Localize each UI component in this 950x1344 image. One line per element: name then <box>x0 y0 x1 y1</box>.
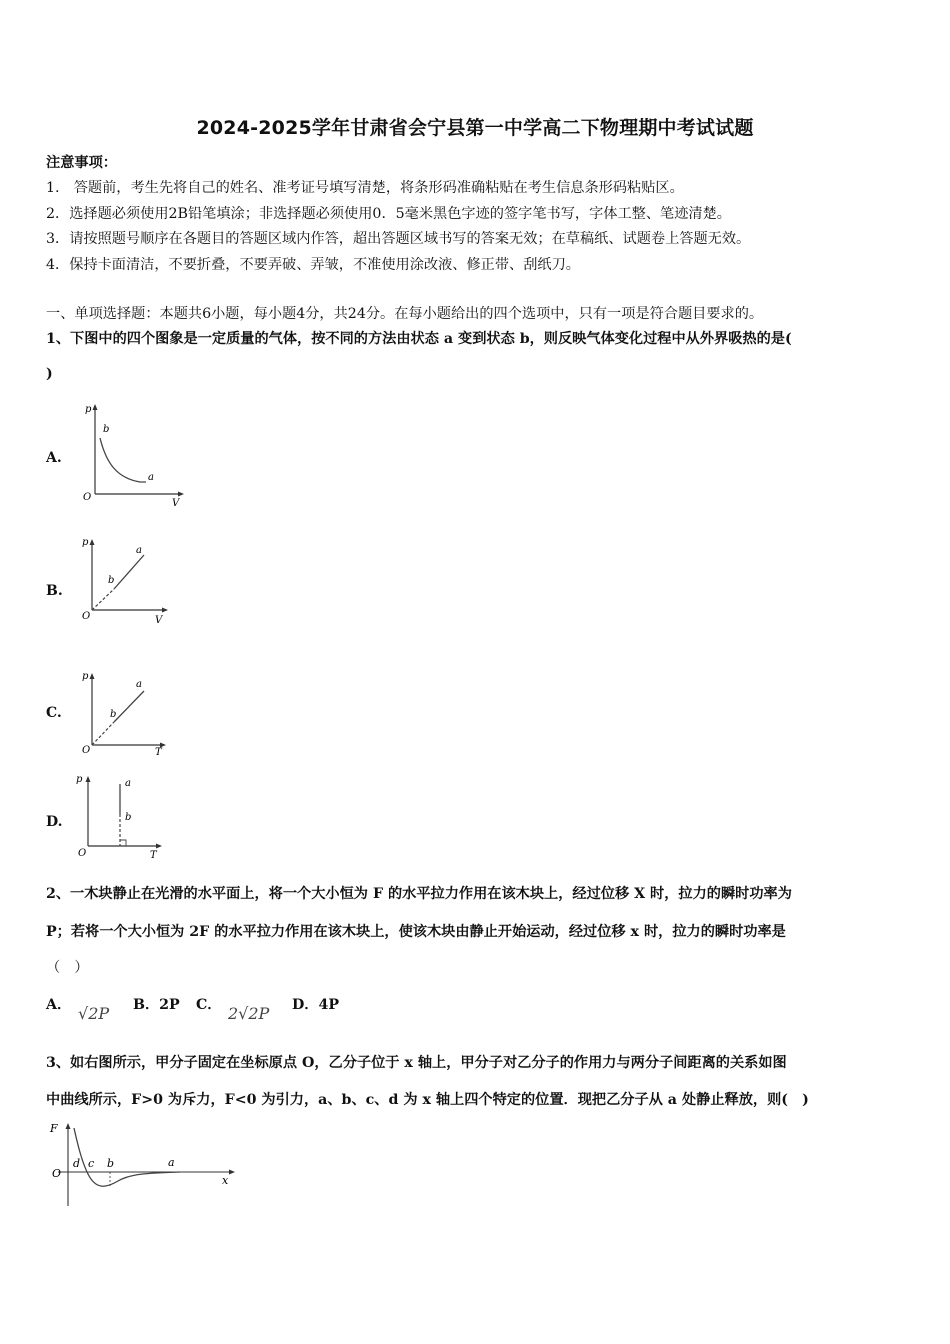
q1-graph-d <box>72 770 172 865</box>
point-label-a: a <box>148 472 154 483</box>
x-arrow-icon <box>156 844 162 849</box>
q2-option-c-label: C． <box>196 997 222 1013</box>
f-label: F <box>50 1122 58 1135</box>
q1-stem-line1: 1、下图中的四个图象是一定质量的气体，按不同的方法由状态 a 变到状态 b，则反映气体变化过程中从外界吸热的是( <box>46 331 792 347</box>
x-label: V <box>155 615 163 626</box>
x-label: T <box>150 850 157 861</box>
point-label-a: a <box>168 1156 175 1169</box>
notice-item-2: 2．选择题必须使用2B铅笔填涂；非选择题必须使用0．5毫米黑色字迹的签字笔书写，字体工整、笔迹清楚。 <box>46 206 731 222</box>
x-arrow-icon <box>162 608 168 613</box>
q2-option-d: D．4P <box>292 997 340 1013</box>
q1-option-a-label: A. <box>46 450 62 466</box>
q1-graph-b <box>78 533 188 633</box>
point-label-b: b <box>107 1157 115 1170</box>
q2-stem-line2: P；若将一个大小恒为 2F 的水平拉力作用在该木块上，使该木块由静止开始运动，经过位移 x 时，拉力的瞬时功率是 <box>46 924 786 940</box>
y-arrow-icon <box>93 404 98 410</box>
dashed-extension <box>92 722 114 745</box>
notice-item-1: 1. 答题前，考生先将自己的姓名、准考证号填写清楚，将条形码准确粘贴在考生信息条形码粘贴区。 <box>46 180 684 196</box>
point-label-b: b <box>108 575 115 586</box>
point-label-a: a <box>136 545 142 556</box>
y-label: p <box>82 537 89 548</box>
section-heading: 一、单项选择题：本题共6小题，每小题4分，共24分。在每小题给出的四个选项中，只有一项是符合题目要求的。 <box>46 306 764 322</box>
origin-label: O <box>78 848 87 859</box>
q2-option-c-value: 2√2P <box>228 1004 270 1023</box>
q2-option-a-label: A． <box>46 997 72 1013</box>
notice-heading: 注意事项： <box>46 155 117 171</box>
y-arrow-icon <box>90 673 95 679</box>
curve <box>100 438 146 482</box>
origin-label: O <box>82 745 91 756</box>
y-arrow-icon <box>90 539 95 545</box>
x-label: T <box>155 747 162 758</box>
notice-item-4: 4．保持卡面清洁，不要折叠，不要弄破、弄皱，不准使用涂改液、修正带、刮纸刀。 <box>46 257 580 273</box>
q1-graph-a <box>78 400 188 510</box>
notice-item-3: 3．请按照题号顺序在各题目的答题区域内作答，超出答题区域书写的答案无效；在草稿纸、试题卷上答题无效。 <box>46 231 751 247</box>
x-arrow-icon <box>178 492 184 497</box>
q3-force-graph <box>46 1118 246 1213</box>
q1-option-c-label: C. <box>46 705 62 721</box>
origin-label: O <box>52 1167 62 1180</box>
x-arrow-icon <box>229 1170 235 1175</box>
x-label: x <box>222 1174 229 1187</box>
x-label: V <box>172 498 180 509</box>
point-label-b: b <box>110 709 117 720</box>
point-label-d: d <box>73 1157 81 1170</box>
point-label-a: a <box>125 778 131 789</box>
point-label-b: b <box>103 424 110 435</box>
q1-option-d-label: D. <box>46 814 63 830</box>
point-label-b: b <box>125 812 132 823</box>
q2-stem-line3: （ ） <box>46 960 89 976</box>
dashed-extension <box>92 589 114 610</box>
q1-graph-c <box>78 665 188 760</box>
origin-label: O <box>82 611 91 622</box>
process-line <box>114 691 144 722</box>
y-label: p <box>76 774 83 785</box>
y-arrow-icon <box>86 776 91 782</box>
f-arrow-icon <box>66 1123 71 1129</box>
q2-stem-line1: 2、一木块静止在光滑的水平面上，将一个大小恒为 F 的水平拉力作用在该木块上，经过位移 X 时，拉力的瞬时功率为 <box>46 886 792 902</box>
point-label-a: a <box>136 679 142 690</box>
q2-option-a-value: √2P <box>78 1004 110 1023</box>
q1-option-b-label: B. <box>46 583 63 599</box>
y-label: p <box>82 671 89 682</box>
q3-stem-line2: 中曲线所示，F>0 为斥力，F<0 为引力，a、b、c、d 为 x 轴上四个特定的位置．现把乙分子从 a 处静止释放，则( ) <box>46 1092 809 1108</box>
origin-label: O <box>83 492 92 503</box>
process-line <box>114 555 144 589</box>
page-title: 2024-2025学年甘肃省会宁县第一中学高二下物理期中考试试题 <box>196 117 754 139</box>
q3-stem-line1: 3、如右图所示，甲分子固定在坐标原点 O，乙分子位于 x 轴上，甲分子对乙分子的作用力与两分子间距离的关系如图 <box>46 1055 787 1071</box>
right-angle-mark <box>120 840 126 846</box>
point-label-c: c <box>88 1157 95 1170</box>
y-label: p <box>85 404 92 415</box>
q2-option-b: B．2P <box>133 997 180 1013</box>
q1-stem-line2: ) <box>46 366 53 382</box>
